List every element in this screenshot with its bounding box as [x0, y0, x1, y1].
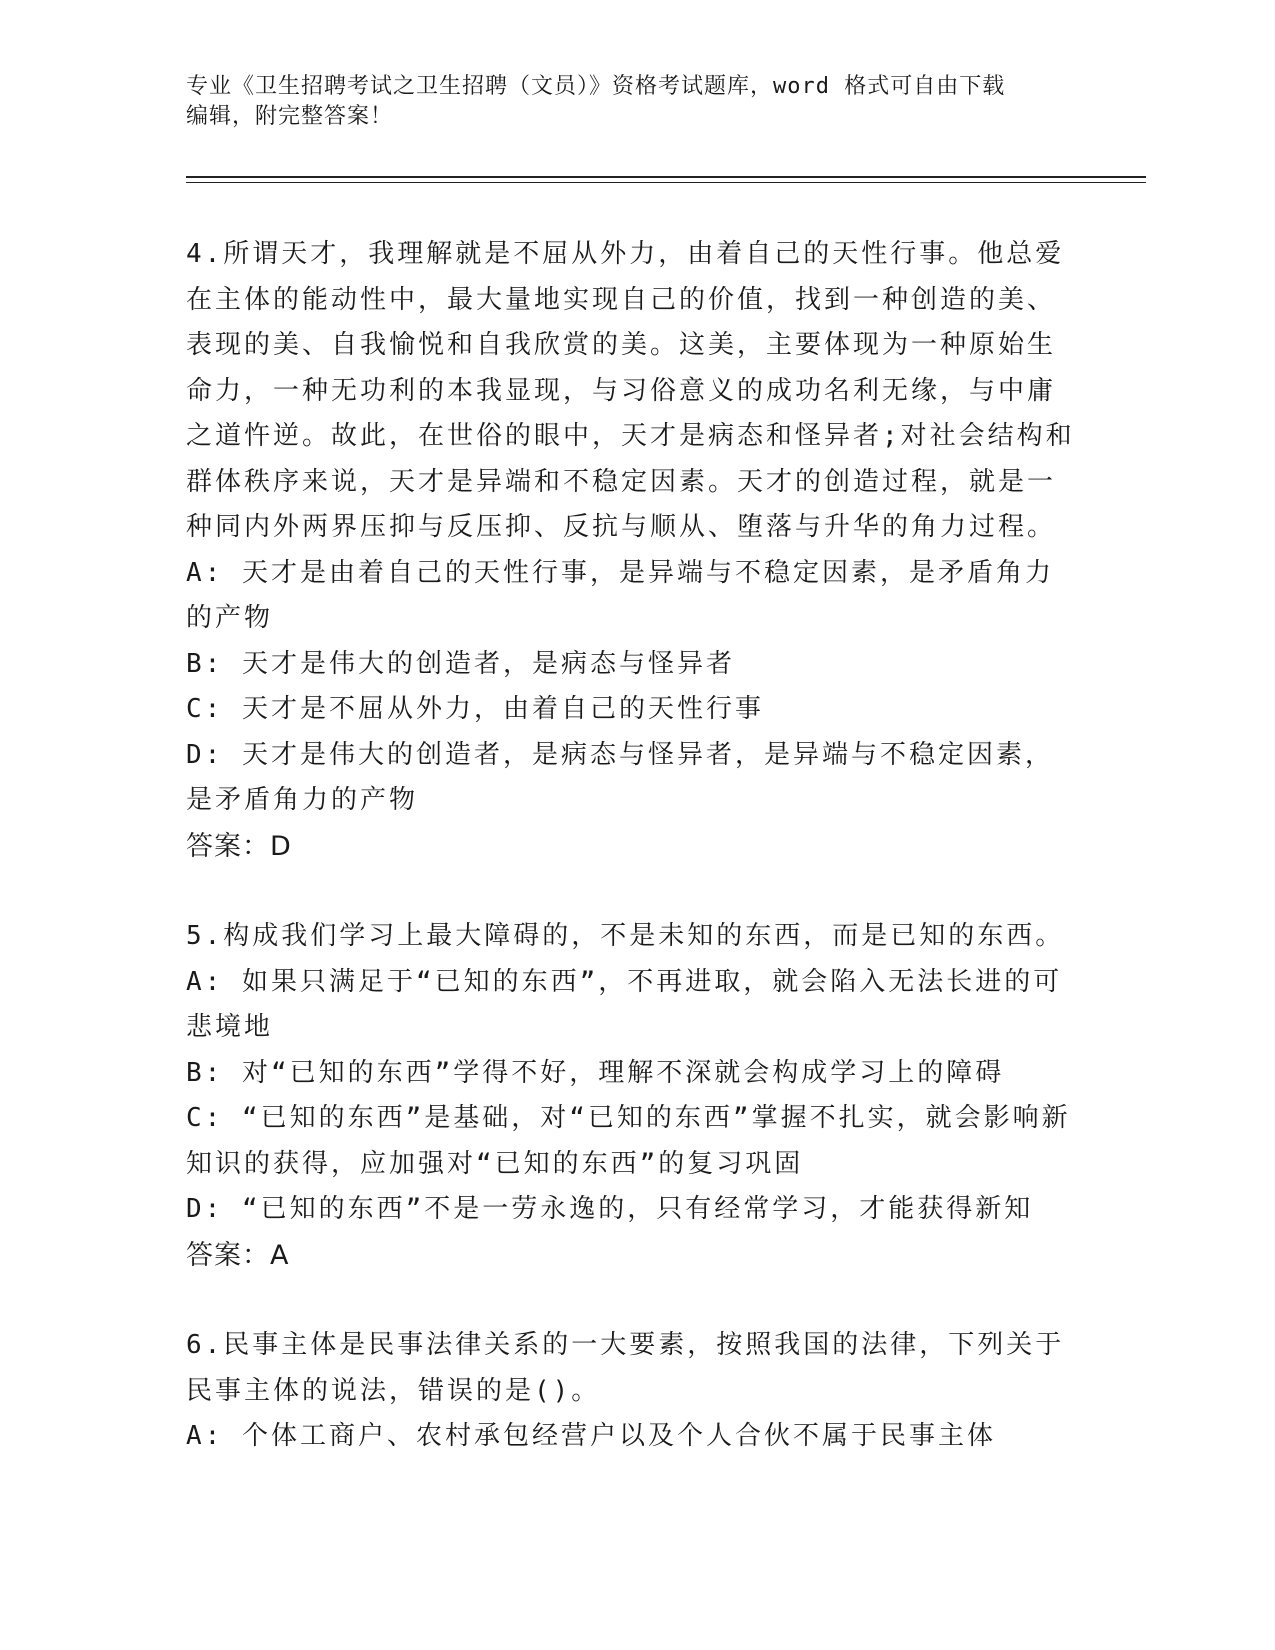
document-header [186, 72, 1086, 132]
question-list [186, 232, 1076, 1505]
question-6 [186, 1323, 1076, 1460]
option-a: A: 个体工商户、农村承包经营户以及个人合伙不属于民事主体 [186, 1421, 996, 1451]
question-text: 5.构成我们学习上最大障碍的，不是未知的东西，而是已知的东西。 [186, 921, 1065, 951]
question-5 [186, 914, 1076, 1278]
header-line-1: 专业《卫生招聘考试之卫生招聘（文员）》资格考试题库，word 格式可自由下载 [186, 74, 1006, 99]
option-a: A: 如果只满足于“已知的东西”，不再进取，就会陷入无法长进的可悲境地 [186, 966, 1063, 1042]
question-text: 6.民事主体是民事法律关系的一大要素，按照我国的法律，下列关于民事主体的说法，错误的是()。 [186, 1330, 1065, 1406]
header-line-2: 编辑，附完整答案！ [186, 104, 394, 129]
option-d: D: “已知的东西”不是一劳永逸的，只有经常学习，才能获得新知 [186, 1194, 1034, 1224]
option-c: C: 天才是不屈从外力，由着自己的天性行事 [186, 694, 764, 724]
answer: 答案：D [186, 830, 292, 862]
option-b: B: 天才是伟大的创造者，是病态与怪异者 [186, 648, 735, 679]
question-4 [186, 232, 1076, 869]
option-b: B: 对“已知的东西”学得不好，理解不深就会构成学习上的障碍 [186, 1057, 1005, 1088]
option-d: D: 天才是伟大的创造者，是病态与怪异者，是异端与不稳定因素，是矛盾角力的产物 [186, 739, 1054, 815]
header-divider-thick [186, 176, 1146, 178]
question-text: 4.所谓天才，我理解就是不屈从外力，由着自己的天性行事。他总爱在主体的能动性中，最大量地实现自己的价值，找到一种创造的美、表现的美、自我愉悦和自我欣赏的美。这美，主要体现为一种原始生命力，一种无功利的本我显现，与习俗意义的成功名利无缘，与中庸之道忤逆。故此，在世俗的眼中，天才是病态和怪异者;对社会结构和群体秩序来说，天才是异端和不稳定因素。天才的创造过程，就是一种同内外两界压抑与反压抑、反抗与顺从、堕落与升华的角力过程。 [186, 239, 1075, 542]
option-a: A: 天才是由着自己的天性行事，是异端与不稳定因素，是矛盾角力的产物 [186, 557, 1054, 633]
header-divider-thin [186, 182, 1146, 183]
answer: 答案：A [186, 1239, 290, 1271]
option-c: C: “已知的东西”是基础，对“已知的东西”掌握不扎实，就会影响新知识的获得，应加强对“已知的东西”的复习巩固 [186, 1103, 1071, 1179]
